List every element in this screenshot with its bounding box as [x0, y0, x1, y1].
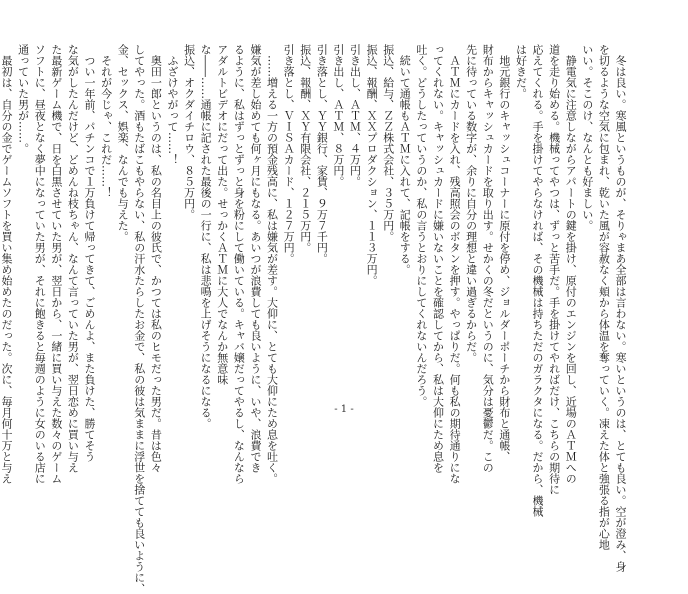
- text-line: 引き落とし、ＶＩＳＡカード、１２７万円。: [282, 44, 296, 264]
- text-line: 振込、給与、ＺＺ株式会社、３５万円。: [381, 44, 395, 242]
- text-line: アダルトビデオにだって出た。せっかくＡＴＭに大人でなんか無意味: [215, 44, 229, 385]
- text-line: 奥田一郎というのは、私の名目上の彼氏で、かつては私のヒモだった男だ。昔は色々: [149, 44, 163, 473]
- text-line: 振込、報酬、ＸＸプロダクション、１１３万円。: [365, 44, 379, 286]
- text-line: るように、私はずっとずっと身を粉にして働いている。キャバ嬢だってやるし、なんなら: [232, 44, 246, 484]
- text-line: ソフトに、昼夜となく夢中になっていた男が、それに飽きると毎週のように女のいる店に: [33, 44, 47, 484]
- text-line: 振込、オクダイチロウ、８５万円。: [182, 44, 196, 220]
- text-line: 最初は、自分の金でゲームソフトを買い集め始めたのだった。次に、毎月何十万と与え: [0, 44, 14, 484]
- text-line: 金、セックス、娯楽、なんでも与えた。: [116, 44, 130, 242]
- text-line: 静電気に注意しながらアパートの鍵を掛け、原付のエンジンを回し、近場のＡＴＭへの: [564, 44, 578, 484]
- text-line: ってくれない。キャッシュカードに嫌いないことを確認してから、私は大仰にため息を: [431, 44, 445, 473]
- text-line: 冬は良い。寒風というものが、そりゃまあ全部は言わない。寒いというのは、とても良い。空が澄み、身: [614, 44, 627, 572]
- text-line: 引き出し、ＡＴＭ、４万円。: [348, 44, 362, 187]
- text-line: ……増える一方の預金残高に、私は嫌気が差す。大仰に、とても大仰にため息を吐く。: [265, 44, 279, 484]
- text-line: それが今じゃ、これだ……！: [99, 44, 113, 198]
- page-number: - 1 -: [334, 404, 354, 415]
- text-line: な気がしたんだけど、どめんね枝ちゃん、なんて言っていた男が、翌日恋めに買い与え: [66, 44, 80, 473]
- text-line: な――……通帳に記された最後の一行に、私は悲鳴を上げそうになるになる。: [199, 44, 213, 429]
- text-line: 吐く。どうしたっていうのか、私の言うとおりにしてくれないんだろう。: [414, 44, 428, 407]
- text-line: 道を走り始める。機械ってやつは、ずっと苦手だ。手を掛けてやればだけ、こちらの期待に: [547, 44, 561, 495]
- text-line: 嫌気が差し始めても何ヶ月にもなる。あいつが浪費しても良いように、いや、浪費でき: [248, 44, 262, 473]
- text-line: いい。そこのけ、なんとも好ましい。: [580, 44, 594, 231]
- text-line: してやった。酒もたばこもやらない、私の汗水たらしたお金で、私の彼は気ままに浮世を捨てても良いように、: [132, 44, 146, 594]
- text-line: た最新ゲーム機で、日を白黒させていた男が、翌日から、一緒に買い与えた数々のゲーム: [49, 44, 63, 484]
- text-line: 通っていた男が……。: [16, 44, 30, 154]
- text-line: 応えてくれる。手を掛けてやらなければ、その機械は持ちただのガラクタになる。だから、機械: [531, 44, 545, 517]
- text-line: ふざけやがって……！: [165, 44, 179, 165]
- vertical-text-body: [0, 44, 627, 594]
- text-line: を切るような空気に包まれ、乾いた風が容赦なく頬から体温を奪っていく。凍えた体と強張る指が心地: [597, 44, 611, 550]
- text-line: つい一年前、パチンコで１万負けて帰ってきて、ごめんよ、また負けた、勝てそう: [83, 44, 96, 462]
- text-line: ＡＴＭにカードを入れ、残高照会のボタンを押す。やっぱりだ。何も私の期待通りにな: [448, 44, 462, 484]
- text-line: 引き出し、ＡＴＭ、８万円。: [331, 44, 345, 187]
- text-line: 引き落とし、ＹＹ銀行、家賃、９万７千円。: [315, 44, 329, 264]
- text-line: は好きだ。: [514, 44, 528, 99]
- text-line: 先に待っている数字が、余りに自分の理想と違い過ぎるからだ。: [464, 44, 478, 363]
- text-line: 地元銀行のキャッシュコーナーに原付を停め、ジョルダーポーチから財布と通帳、: [497, 44, 511, 462]
- text-line: 振込、報酬、ＸＹ有限会社、２１５万円。: [298, 44, 312, 253]
- text-line: 続いて通帳もＡＴＭに入れて、記帳をする。: [398, 44, 412, 275]
- text-line: 財布からキャッシュカードを取り出す。せかくの冬だというのに、気分は憂鬱だ。この: [481, 44, 495, 473]
